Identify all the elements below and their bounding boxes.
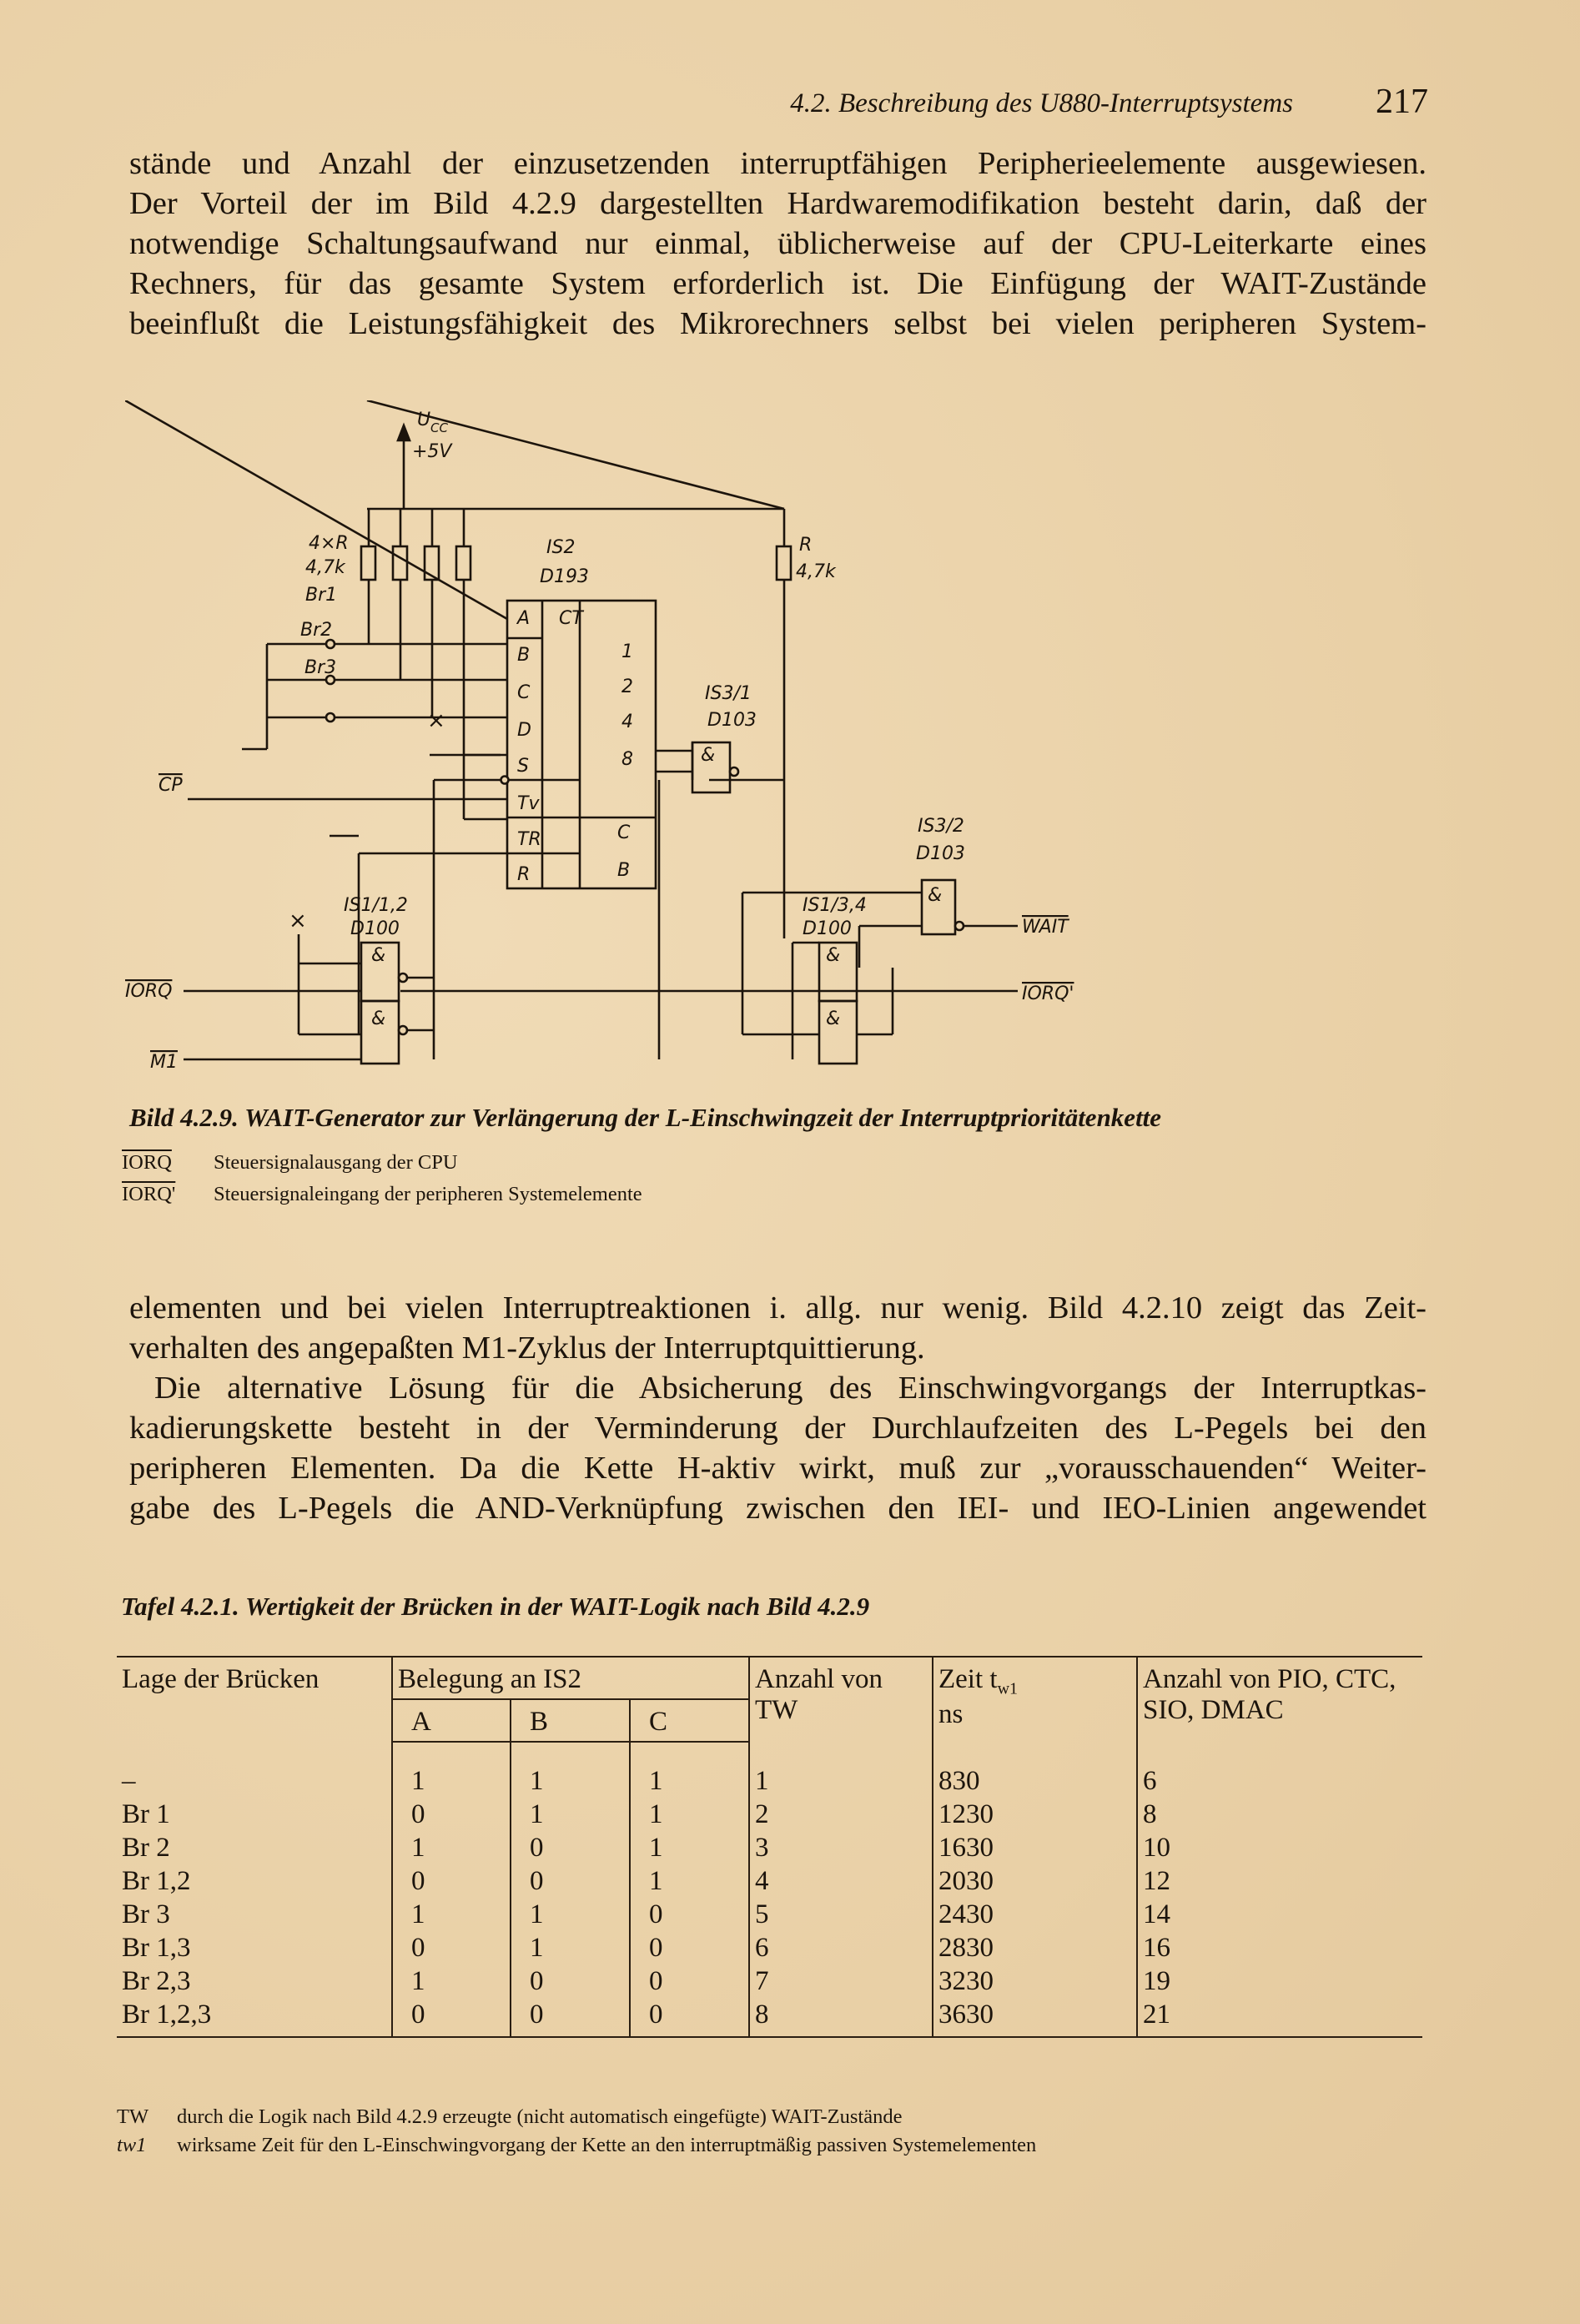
running-header: [734, 82, 1435, 132]
footnote-text: durch die Logik nach Bild 4.2.9 erzeugte (nicht automatisch eingefügte) WAIT-Zustände: [177, 2105, 903, 2128]
table-cell: 16: [1137, 1931, 1422, 1964]
pin-c: C: [517, 682, 531, 703]
header-c: C: [630, 1699, 749, 1742]
pin-a: A: [517, 608, 531, 629]
table-row: [117, 1931, 1422, 1964]
text-line: beeinflußt die Leistungsfähigkeit des Mikrorechners selbst bei vielen peripheren System-: [129, 306, 1427, 341]
header-zeit-sub: w1: [997, 1679, 1019, 1698]
ucc-sub-label: CC: [430, 420, 448, 435]
table-cell: 2430: [933, 1898, 1137, 1931]
table-cell: 0: [511, 1998, 630, 2037]
bridge-table: [117, 1656, 1422, 2038]
table-cell: 0: [511, 1964, 630, 1998]
table-cell: 10: [1137, 1831, 1422, 1864]
is2-label: IS2: [546, 537, 576, 558]
nc-mark: ×: [289, 908, 307, 933]
br3-label: Br3: [304, 657, 337, 678]
resistor-r: [777, 509, 791, 938]
is1-34-label: IS1/3,4: [803, 895, 867, 916]
table-cell: 0: [392, 1798, 511, 1831]
pin-b: B: [517, 645, 531, 666]
legend-text: Steuersignaleingang der peripheren Systemelemente: [214, 1183, 642, 1205]
table-cell: 2030: [933, 1864, 1137, 1898]
iorq-label: IORQ: [125, 981, 173, 1002]
br2-label: Br2: [300, 620, 333, 641]
page-number: 217: [1376, 83, 1428, 121]
gate-and-symbol: &: [371, 945, 386, 966]
ucc-label: U: [417, 410, 431, 430]
table-cell: 1: [511, 1931, 630, 1964]
table-cell: 1: [511, 1742, 630, 1798]
table-cell: 0: [392, 1931, 511, 1964]
table-cell: 2830: [933, 1931, 1137, 1964]
footnote-text: wirksame Zeit für den L-Einschwingvorgang der Kette an den interruptmäßig passiven Systemelementen: [177, 2134, 1037, 2156]
table-cell: 0: [511, 1864, 630, 1898]
header-zeit-text: Zeit t: [938, 1664, 998, 1694]
legend-key: IORQ': [122, 1183, 176, 1205]
table-cell: Br 1,2,3: [117, 1998, 392, 2037]
r-val-label: 4,7k: [796, 561, 836, 582]
table-cell: 19: [1137, 1964, 1422, 1998]
table-footnote: [117, 2105, 1452, 2129]
figure-caption: Bild 4.2.9. WAIT-Generator zur Verlängerung der L-Einschwingzeit der Interruptprioritätenkette: [129, 1103, 1162, 1132]
text-line: stände und Anzahl der einzusetzenden interruptfähigen Peripherieelemente ausgewiesen.: [129, 146, 1427, 181]
paragraph-bottom: [129, 1288, 1427, 1528]
br1-label: Br1: [305, 585, 338, 606]
text-line: peripheren Elementen. Da die Kette H-aktiv wirkt, muß zur „vorausschauenden“ Weiter-: [129, 1451, 1427, 1486]
m1-label: M1: [150, 1052, 178, 1073]
res4-label: 4×R: [309, 533, 349, 554]
gate-and-symbol: &: [371, 1009, 386, 1029]
table-cell: 8: [749, 1998, 933, 2037]
out-8: 8: [621, 749, 633, 770]
gate-is1-12: [184, 934, 434, 1064]
table-cell: 12: [1137, 1864, 1422, 1898]
table-cell: 1: [630, 1798, 749, 1831]
gate-is3-1: [692, 742, 738, 792]
out-c: C: [617, 822, 631, 843]
header-belegung: Belegung an IS2: [392, 1657, 749, 1699]
gate-and-symbol: &: [928, 885, 943, 906]
table-cell: 1: [511, 1898, 630, 1931]
ct-label: CT: [559, 608, 583, 629]
table-cell: 6: [1137, 1742, 1422, 1798]
table-footnote: [117, 2134, 1452, 2157]
out-2: 2: [621, 677, 633, 697]
table-cell: Br 1: [122, 1799, 170, 1829]
table-cell: 0: [511, 1831, 630, 1864]
table-row: [117, 1742, 1422, 1798]
text-line: notwendige Schaltungsaufwand nur einmal, üblicherweise auf der CPU-Leiterkarte eines: [129, 226, 1427, 261]
gate-and-symbol: &: [701, 745, 716, 766]
gate-and-symbol: &: [826, 1009, 841, 1029]
header-zeit: [933, 1657, 1137, 1742]
table-cell: 14: [1137, 1898, 1422, 1931]
text-line: gabe des L-Pegels die AND-Verknüpfung zwischen den IEI- und IEO-Linien angewendet: [129, 1491, 1427, 1526]
table-cell: 0: [630, 1964, 749, 1998]
text-line: kadierungskette besteht in der Verminderung der Durchlaufzeiten des L-Pegels bei den: [129, 1411, 1427, 1446]
table-cell: 0: [392, 1998, 511, 2037]
out-b: B: [617, 860, 631, 881]
header-b: B: [511, 1699, 630, 1742]
d193-label: D193: [540, 566, 589, 587]
table-cell: 3630: [933, 1998, 1137, 2037]
table-row: [117, 1831, 1422, 1864]
text-line: Die alternative Lösung für die Absicherung des Einschwingvorgangs der Interruptkas-: [154, 1371, 1427, 1406]
header-lage: Lage der Brücken: [117, 1657, 392, 1742]
table-row: [117, 1998, 1422, 2037]
header-a: A: [392, 1699, 511, 1742]
text-line: verhalten des angepaßten M1-Zyklus der Interruptquittierung.: [129, 1331, 925, 1366]
table-cell: Br 1,3: [122, 1933, 191, 1963]
table-cell: 830: [933, 1742, 1137, 1798]
is1-12-label: IS1/1,2: [344, 895, 408, 916]
circuit-diagram: [125, 400, 1151, 1093]
table-cell: 1: [630, 1742, 749, 1798]
header-anzahl-pio: Anzahl von PIO, CTC, SIO, DMAC: [1137, 1657, 1422, 1742]
table-cell: 1: [511, 1798, 630, 1831]
pin-tr: TR: [517, 829, 541, 850]
res4-val-label: 4,7k: [305, 557, 345, 578]
header-zeit-unit: ns: [938, 1698, 964, 1729]
out-4: 4: [621, 712, 633, 732]
table-cell: 21: [1137, 1998, 1422, 2037]
table-cell: 0: [392, 1864, 511, 1898]
header-anzahl-tw: Anzahl von TW: [749, 1657, 933, 1742]
cp-label: CP: [159, 775, 183, 796]
d103-a-label: D103: [707, 710, 757, 731]
table-cell: 0: [630, 1898, 749, 1931]
table-cell: 8: [1137, 1798, 1422, 1831]
table-cell: 1630: [933, 1831, 1137, 1864]
table-cell: 2: [749, 1798, 933, 1831]
table-cell: 1: [392, 1964, 511, 1998]
figure-legend-item: [122, 1151, 1039, 1175]
running-title: 4.2. Beschreibung des U880-Interruptsystems: [790, 88, 1293, 118]
table-row: [117, 1798, 1422, 1831]
table-cell: 0: [630, 1998, 749, 2037]
d103-b-label: D103: [916, 843, 965, 864]
table-cell: 0: [630, 1931, 749, 1964]
table-caption: Tafel 4.2.1. Wertigkeit der Brücken in der WAIT-Logik nach Bild 4.2.9: [121, 1592, 870, 1621]
table-cell: 1: [392, 1831, 511, 1864]
table-cell: 3: [749, 1831, 933, 1864]
table-cell: 1: [749, 1742, 933, 1798]
pin-d: D: [517, 720, 531, 741]
table-cell: Br 2: [122, 1833, 170, 1863]
table-cell: 1: [630, 1831, 749, 1864]
pin-s: S: [517, 756, 529, 777]
bridges: [242, 640, 507, 819]
gate-is1-34: [400, 893, 1018, 1064]
table-cell: 7: [749, 1964, 933, 1998]
gate-and-symbol: &: [826, 945, 841, 966]
table-cell: 1: [392, 1898, 511, 1931]
ucc-volt-label: +5V: [412, 441, 452, 462]
text-line: Der Vorteil der im Bild 4.2.9 dargestellten Hardwaremodifikation besteht darin, daß der: [129, 186, 1427, 221]
legend-text: Steuersignalausgang der CPU: [214, 1151, 458, 1174]
table-cell: 1: [392, 1742, 511, 1798]
pin-tv: Tv: [517, 793, 540, 814]
table-cell: Br 2,3: [122, 1966, 191, 1996]
wiring: [188, 742, 784, 1059]
text-line: Rechners, für das gesamte System erforderlich ist. Die Einfügung der WAIT-Zustände: [129, 266, 1427, 301]
d100-b-label: D100: [803, 918, 852, 939]
r-label: R: [799, 535, 813, 556]
is3-1-label: IS3/1: [705, 683, 752, 704]
table-cell: 1: [630, 1864, 749, 1898]
out-1: 1: [621, 641, 633, 662]
table-cell: 1230: [933, 1798, 1137, 1831]
wait-label: WAIT: [1022, 917, 1069, 938]
table-cell: Br 1,2: [122, 1866, 191, 1896]
table-cell: –: [122, 1765, 136, 1796]
table-body: [117, 1742, 1422, 2037]
paragraph-top: [129, 143, 1427, 344]
table-row: [117, 1898, 1422, 1931]
is3-2-label: IS3/2: [918, 816, 964, 837]
iorq-out-label: IORQ': [1022, 983, 1074, 1004]
d100-a-label: D100: [350, 918, 400, 939]
table-cell: 4: [749, 1864, 933, 1898]
footnote-key: TW: [117, 2105, 149, 2128]
nc-mark: ×: [427, 708, 445, 733]
table-row: [117, 1964, 1422, 1998]
pin-r: R: [517, 864, 531, 885]
table-cell: 6: [749, 1931, 933, 1964]
circuit-svg: [125, 400, 1151, 1093]
legend-key: IORQ: [122, 1151, 172, 1174]
table-cell: 5: [749, 1898, 933, 1931]
table-cell: 3230: [933, 1964, 1137, 1998]
figure-legend-item: [122, 1183, 1039, 1206]
resistor-array: [361, 509, 470, 819]
footnote-key: tw1: [117, 2134, 147, 2156]
table-row: [117, 1864, 1422, 1898]
text-line: elementen und bei vielen Interruptreaktionen i. allg. nur wenig. Bild 4.2.10 zeigt das Zeit-: [129, 1290, 1427, 1325]
table-cell: Br 3: [122, 1899, 170, 1929]
